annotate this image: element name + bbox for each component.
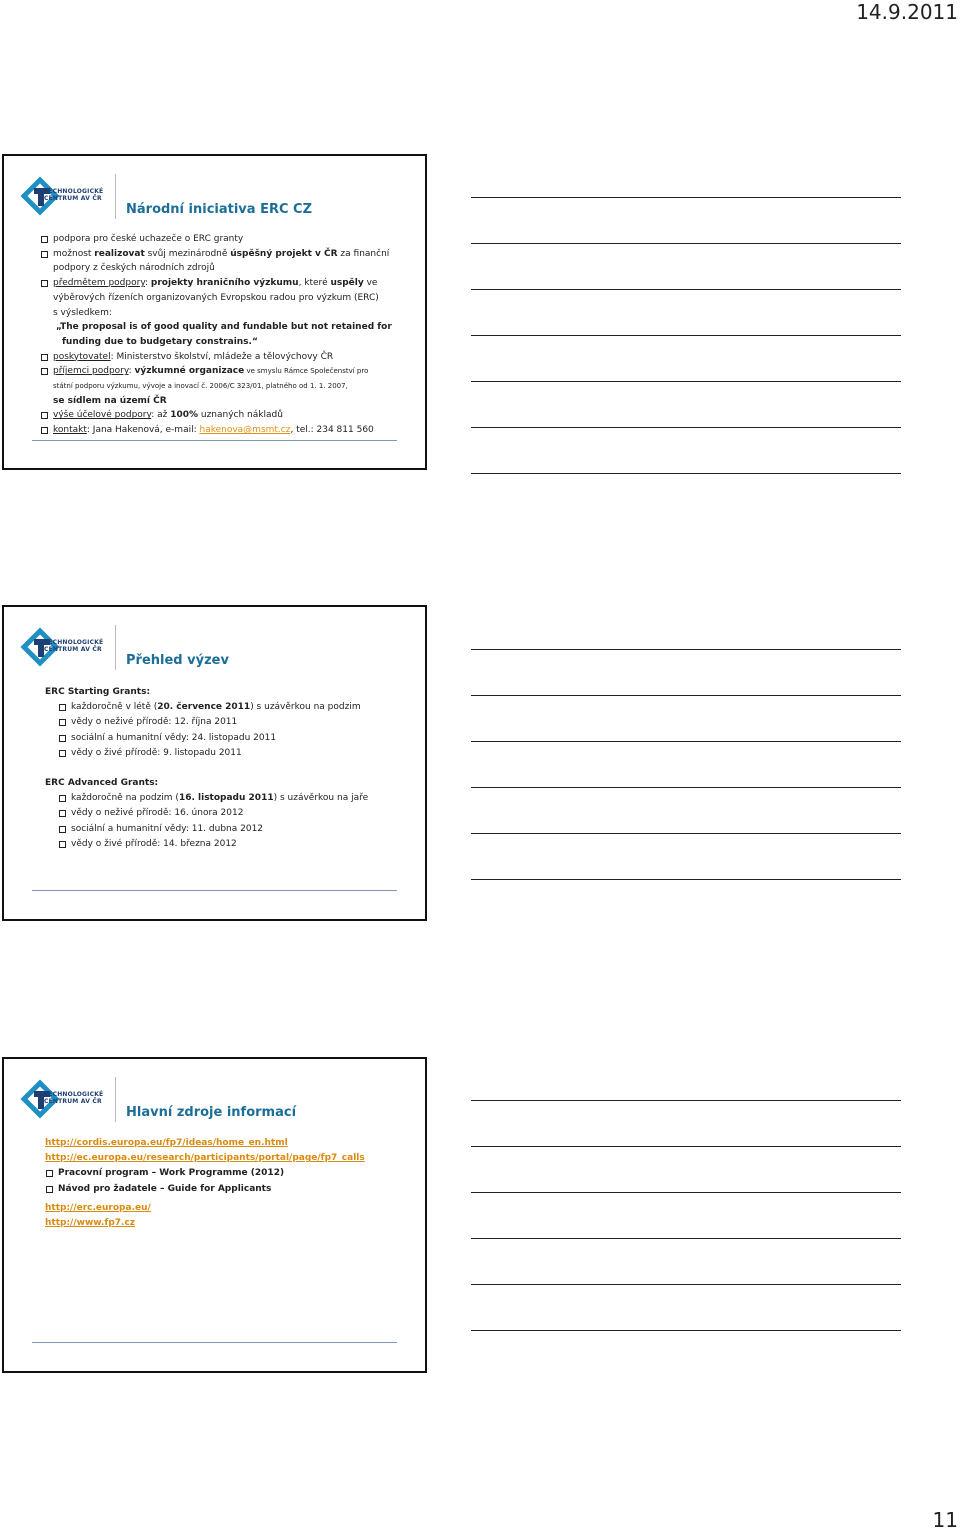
bullet-item: sociální a humanitní vědy: 24. listopadu 2011 (58, 731, 425, 746)
logo-caption: TECHNOLOGICKÉ CENTRUM AV ČR (44, 1091, 104, 1105)
link-erc[interactable]: http://erc.europa.eu/ (45, 1202, 151, 1213)
slide-title: Národní iniciativa ERC CZ (126, 202, 313, 217)
bullet-item: každoročně na podzim (16. listopadu 2011) s uzávěrkou na jaře (58, 791, 425, 806)
link-cordis[interactable]: http://cordis.europa.eu/fp7/ideas/home_en.html (45, 1138, 288, 1148)
bullet-continuation: se sídlem na území ČR (53, 395, 167, 406)
notes-lines (471, 197, 901, 519)
slide-title: Hlavní zdroje informací (126, 1105, 297, 1120)
bullet-item: předmětem podpory: projekty hraničního výzkumu, které uspěly ve (40, 276, 420, 291)
section-heading: ERC Advanced Grants: (45, 778, 159, 789)
notes-lines (471, 649, 901, 925)
footer-line (32, 440, 397, 441)
bullet-continuation: s výsledkem: (53, 307, 112, 318)
bullet-item: vědy o neživé přírodě: 12. října 2011 (58, 715, 425, 730)
logo-separator (115, 174, 116, 219)
page-number: 11 (932, 1508, 958, 1532)
slide-2-content (45, 685, 425, 852)
logo-separator (115, 625, 116, 670)
link-ec-participants[interactable]: http://ec.europa.eu/research/participants/portal/page/fp7_calls (45, 1153, 365, 1164)
link-fp7[interactable]: http://www.fp7.cz (45, 1218, 136, 1229)
section-heading: ERC Starting Grants: (45, 687, 151, 697)
page-date: 14.9.2011 (856, 0, 958, 24)
logo-separator (115, 1077, 116, 1122)
slide-1-content (40, 232, 420, 438)
bullet-item: každoročně v létě (20. července 2011) s uzávěrkou na podzim (58, 700, 425, 715)
bullet-item: vědy o živé přírodě: 14. března 2012 (58, 837, 425, 852)
bullet-item: poskytovatel: Ministerstvo školství, mládeže a tělovýchovy ČR (40, 350, 420, 365)
quote-line: „The proposal is of good quality and fundable but not retained for (56, 322, 392, 333)
bullet-item: Pracovní program – Work Programme (2012) (45, 1166, 425, 1181)
bullet-item: výše účelové podpory: až 100% uznaných nákladů (40, 408, 420, 423)
slide-3 (2, 1057, 427, 1373)
footer-line (32, 890, 397, 891)
slide-2 (2, 605, 427, 921)
slide-3-content (45, 1136, 425, 1231)
bullet-item: sociální a humanitní vědy: 11. dubna 2012 (58, 822, 425, 837)
logo-caption: TECHNOLOGICKÉ CENTRUM AV ČR (44, 188, 104, 202)
footer-line (32, 1342, 397, 1343)
quote-line: funding due to budgetary constrains.“ (62, 336, 258, 347)
bullet-item: příjemci podpory: výzkumné organizace ve smyslu Rámce Společenství pro (40, 364, 420, 379)
bullet-item: vědy o neživé přírodě: 16. února 2012 (58, 806, 425, 821)
logo-caption: TECHNOLOGICKÉ CENTRUM AV ČR (44, 639, 104, 653)
bullet-item: Návod pro žadatele – Guide for Applicants (45, 1182, 425, 1197)
slide-title: Přehled výzev (126, 653, 229, 668)
bullet-continuation: výběrových řízeních organizovaných Evropskou radou pro výzkum (ERC) (53, 292, 379, 303)
bullet-item: podpora pro české uchazeče o ERC granty (40, 232, 420, 247)
bullet-continuation: podpory z českých národních zdrojů (53, 263, 215, 274)
bullet-item: možnost realizovat svůj mezinárodně úspěšný projekt v ČR za finanční (40, 247, 420, 262)
bullet-item: vědy o živé přírodě: 9. listopadu 2011 (58, 746, 425, 761)
bullet-continuation: státní podporu výzkumu, vývoje a inovací č. 2006/C 323/01, platného od 1. 1. 2007, (53, 382, 348, 391)
email-link[interactable]: hakenova@msmt.cz (199, 425, 291, 436)
notes-lines (471, 1100, 901, 1376)
bullet-item: kontakt: Jana Hakenová, e-mail: hakenova@msmt.cz, tel.: 234 811 560 (40, 423, 420, 438)
slide-1 (2, 154, 427, 470)
